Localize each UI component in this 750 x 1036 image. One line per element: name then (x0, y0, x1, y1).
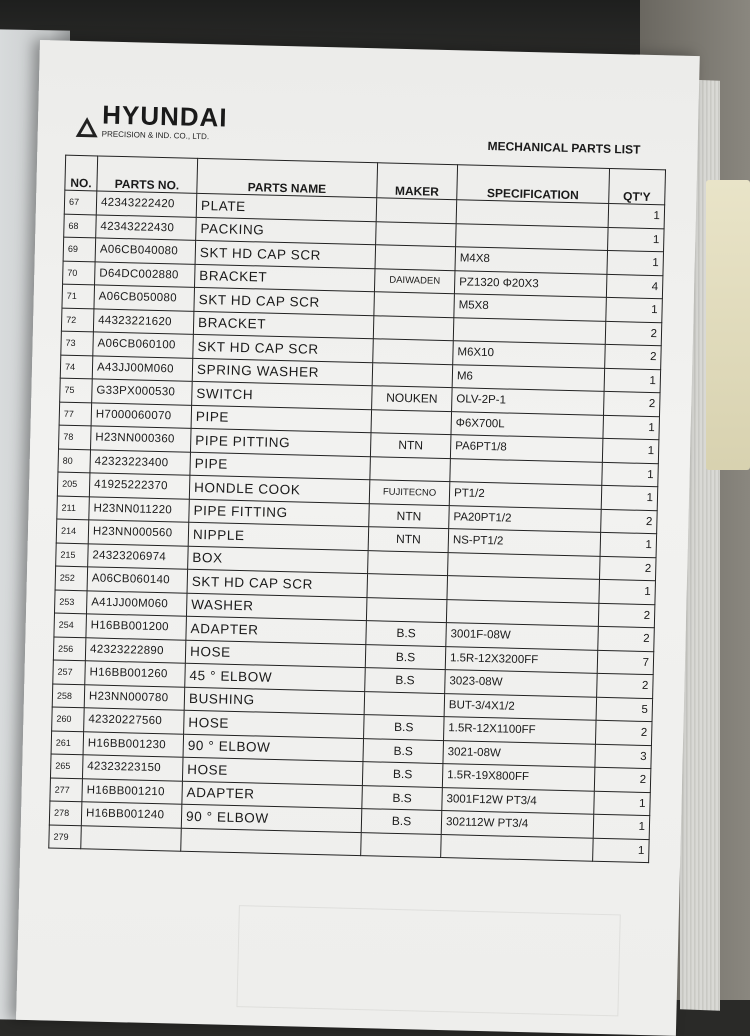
row-specification: 3001F12W PT3/4 (442, 787, 595, 814)
row-no: 254 (54, 613, 87, 637)
row-no: 257 (53, 660, 86, 684)
row-parts-no: 42343222420 (96, 191, 197, 217)
row-qty: 3 (595, 744, 652, 769)
row-no: 260 (52, 707, 85, 731)
row-parts-no: A06CB050080 (94, 285, 195, 311)
row-specification: M6X10 (453, 341, 606, 368)
row-specification: 3021-08W (443, 740, 596, 767)
row-maker (367, 574, 448, 599)
row-qty: 1 (603, 415, 660, 440)
row-parts-no: A06CB060100 (93, 332, 194, 358)
row-specification: 3023-08W (445, 670, 598, 697)
row-parts-name: BUSHING (184, 687, 365, 715)
row-specification: Φ6X700L (451, 411, 604, 438)
parts-table (48, 155, 666, 863)
row-parts-no: A41JJ00M060 (86, 590, 187, 616)
row-parts-name: BRACKET (193, 311, 374, 339)
row-parts-no: 41925222370 (89, 473, 190, 499)
row-maker (366, 597, 447, 622)
row-parts-no: H23NN000560 (88, 520, 189, 546)
row-specification: 1.5R-19X800FF (442, 764, 595, 791)
row-qty: 1 (602, 438, 659, 463)
row-specification: M6 (452, 364, 605, 391)
row-parts-name: BOX (188, 546, 369, 574)
row-no: 215 (56, 543, 89, 567)
row-qty: 2 (598, 626, 655, 651)
row-parts-no: H23NN000360 (91, 426, 192, 452)
row-qty: 1 (601, 485, 658, 510)
row-parts-no: 42323223150 (82, 755, 183, 781)
row-no: 214 (56, 519, 89, 543)
row-parts-name: 90 ° ELBOW (183, 734, 364, 762)
row-no: 75 (60, 378, 93, 402)
row-parts-name: PIPE PITTING (190, 428, 371, 456)
row-parts-name (181, 828, 362, 856)
row-parts-no: G33PX000530 (92, 379, 193, 405)
row-no: 80 (58, 449, 91, 473)
row-parts-name: 90 ° ELBOW (181, 804, 362, 832)
row-qty: 1 (608, 227, 665, 252)
row-specification: PA6PT1/8 (450, 435, 603, 462)
row-specification: OLV-2P-1 (452, 388, 605, 415)
brand-subtitle: PRECISION & IND. CO., LTD. (101, 129, 210, 142)
row-parts-name: NIPPLE (188, 522, 369, 550)
row-parts-no: H23NN000780 (84, 684, 185, 710)
row-parts-no: 24323206974 (88, 543, 189, 569)
row-specification: PT1/2 (449, 482, 602, 509)
row-no: 205 (57, 472, 90, 496)
row-maker: B.S (363, 738, 444, 763)
row-parts-no: H16BB001210 (82, 778, 183, 804)
row-parts-no: H16BB001200 (86, 614, 187, 640)
row-parts-name: HOSE (185, 640, 366, 668)
row-qty: 2 (597, 673, 654, 698)
row-parts-name: SWITCH (192, 381, 373, 409)
row-maker: B.S (366, 621, 447, 646)
row-no: 67 (64, 190, 97, 214)
row-maker (361, 832, 442, 857)
row-parts-name: HOSE (184, 710, 365, 738)
row-parts-name: ADAPTER (182, 781, 363, 809)
row-no: 73 (61, 331, 94, 355)
row-qty: 7 (597, 650, 654, 675)
row-no: 74 (60, 355, 93, 379)
column-header-maker: MAKER (377, 163, 458, 200)
row-maker (368, 550, 449, 575)
row-parts-name: PIPE (190, 452, 371, 480)
row-specification: 1.5R-12X1100FF (444, 717, 597, 744)
row-maker (370, 456, 451, 481)
row-qty: 2 (605, 344, 662, 369)
row-no: 277 (50, 777, 83, 801)
row-no: 279 (49, 824, 82, 848)
row-no: 278 (49, 801, 82, 825)
document-title: MECHANICAL PARTS LIST (487, 138, 641, 157)
row-qty: 2 (598, 603, 655, 628)
row-qty: 2 (604, 391, 661, 416)
row-parts-name: PLATE (196, 193, 377, 221)
brand-name: HYUNDAI (101, 99, 228, 133)
row-no: 256 (53, 637, 86, 661)
row-specification: BUT-3/4X1/2 (444, 693, 597, 720)
row-parts-name: ADAPTER (186, 616, 367, 644)
document-page (16, 40, 700, 1036)
row-parts-name: SKT HD CAP SCR (195, 240, 376, 268)
row-maker (376, 198, 457, 223)
row-parts-no: D64DC002880 (95, 261, 196, 287)
row-parts-no (81, 825, 182, 851)
row-parts-no: H23NN011220 (89, 496, 190, 522)
row-no: 72 (61, 308, 94, 332)
row-maker: NTN (368, 527, 449, 552)
row-maker: NOUKEN (372, 386, 453, 411)
row-maker (374, 292, 455, 317)
triangle-logo-icon (76, 117, 98, 138)
row-qty: 4 (606, 274, 663, 299)
row-specification: 3001F-08W (446, 623, 599, 650)
row-parts-no: H16BB001260 (85, 661, 186, 687)
row-specification: 1.5R-12X3200FF (445, 646, 598, 673)
row-specification: 302112W PT3/4 (441, 811, 594, 838)
row-maker (375, 245, 456, 270)
row-parts-no: 44323221620 (93, 308, 194, 334)
row-parts-no: 42323223400 (90, 449, 191, 475)
sticky-tab (706, 180, 750, 470)
column-header-specification: SPECIFICATION (457, 165, 610, 204)
row-no: 69 (63, 237, 96, 261)
row-parts-name: PACKING (196, 217, 377, 245)
row-parts-name: BRACKET (195, 264, 376, 292)
row-no: 258 (52, 684, 85, 708)
row-no: 68 (64, 214, 97, 238)
row-qty: 1 (607, 250, 664, 275)
row-qty: 1 (593, 814, 650, 839)
row-no: 252 (55, 566, 88, 590)
row-no: 211 (57, 496, 90, 520)
row-no: 78 (59, 425, 92, 449)
row-no: 261 (51, 730, 84, 754)
row-maker (372, 362, 453, 387)
row-specification: PA20PT1/2 (449, 505, 602, 532)
row-parts-name: 45 ° ELBOW (185, 663, 366, 691)
row-qty: 2 (594, 767, 651, 792)
row-parts-name: WASHER (186, 593, 367, 621)
row-qty: 2 (605, 321, 662, 346)
row-specification (441, 834, 594, 861)
row-maker: B.S (365, 668, 446, 693)
column-header-parts-name: PARTS NAME (197, 158, 378, 197)
column-header-qty: QT'Y (609, 168, 666, 204)
row-parts-name: SKT HD CAP SCR (187, 569, 368, 597)
row-qty: 1 (599, 579, 656, 604)
row-specification: M5X8 (454, 294, 607, 321)
row-maker (373, 339, 454, 364)
row-parts-no: H7000060070 (91, 402, 192, 428)
row-no: 70 (63, 261, 96, 285)
row-parts-no: H16BB001230 (83, 731, 184, 757)
row-qty: 5 (596, 697, 653, 722)
row-parts-no: 42323222890 (85, 637, 186, 663)
row-maker (376, 221, 457, 246)
row-specification: M4X8 (455, 247, 608, 274)
row-parts-name: PIPE (191, 405, 372, 433)
row-qty: 1 (604, 368, 661, 393)
row-no: 265 (50, 754, 83, 778)
row-maker: B.S (362, 762, 443, 787)
row-maker: DAIWADEN (374, 268, 455, 293)
row-qty: 1 (608, 203, 665, 228)
column-header-parts-no: PARTS NO. (97, 156, 198, 193)
row-parts-no: A06CB060140 (87, 567, 188, 593)
row-maker: B.S (364, 715, 445, 740)
row-parts-no: A06CB040080 (95, 238, 196, 264)
row-maker: FUJITECNO (369, 480, 450, 505)
row-maker: B.S (362, 785, 443, 810)
row-qty: 1 (606, 297, 663, 322)
row-maker: NTN (369, 503, 450, 528)
row-no: 77 (59, 402, 92, 426)
row-qty: 2 (601, 509, 658, 534)
row-parts-no: H16BB001240 (81, 802, 182, 828)
row-parts-name: HONDLE COOK (189, 475, 370, 503)
row-maker (371, 409, 452, 434)
row-parts-name: PIPE FITTING (189, 499, 370, 527)
row-qty: 1 (594, 791, 651, 816)
row-qty: 1 (593, 838, 650, 863)
row-parts-no: A43JJ00M060 (92, 355, 193, 381)
row-parts-name: SKT HD CAP SCR (193, 334, 374, 362)
row-maker (364, 691, 445, 716)
row-parts-name: SKT HD CAP SCR (194, 287, 375, 315)
row-maker (373, 315, 454, 340)
row-qty: 2 (595, 720, 652, 745)
row-parts-no: 42343222430 (96, 214, 197, 240)
row-no: 253 (55, 590, 88, 614)
row-parts-name: HOSE (182, 757, 363, 785)
row-qty: 1 (602, 462, 659, 487)
row-parts-name: SPRING WASHER (192, 358, 373, 386)
column-header-no: NO. (65, 155, 98, 191)
row-qty: 2 (599, 556, 656, 581)
row-qty: 1 (600, 532, 657, 557)
row-maker: B.S (365, 644, 446, 669)
row-specification: PZ1320 Φ20X3 (454, 270, 607, 297)
row-maker: NTN (370, 433, 451, 458)
row-specification: NS-PT1/2 (448, 529, 601, 556)
row-no: 71 (62, 284, 95, 308)
row-parts-no: 42320227560 (84, 708, 185, 734)
row-maker: B.S (361, 809, 442, 834)
